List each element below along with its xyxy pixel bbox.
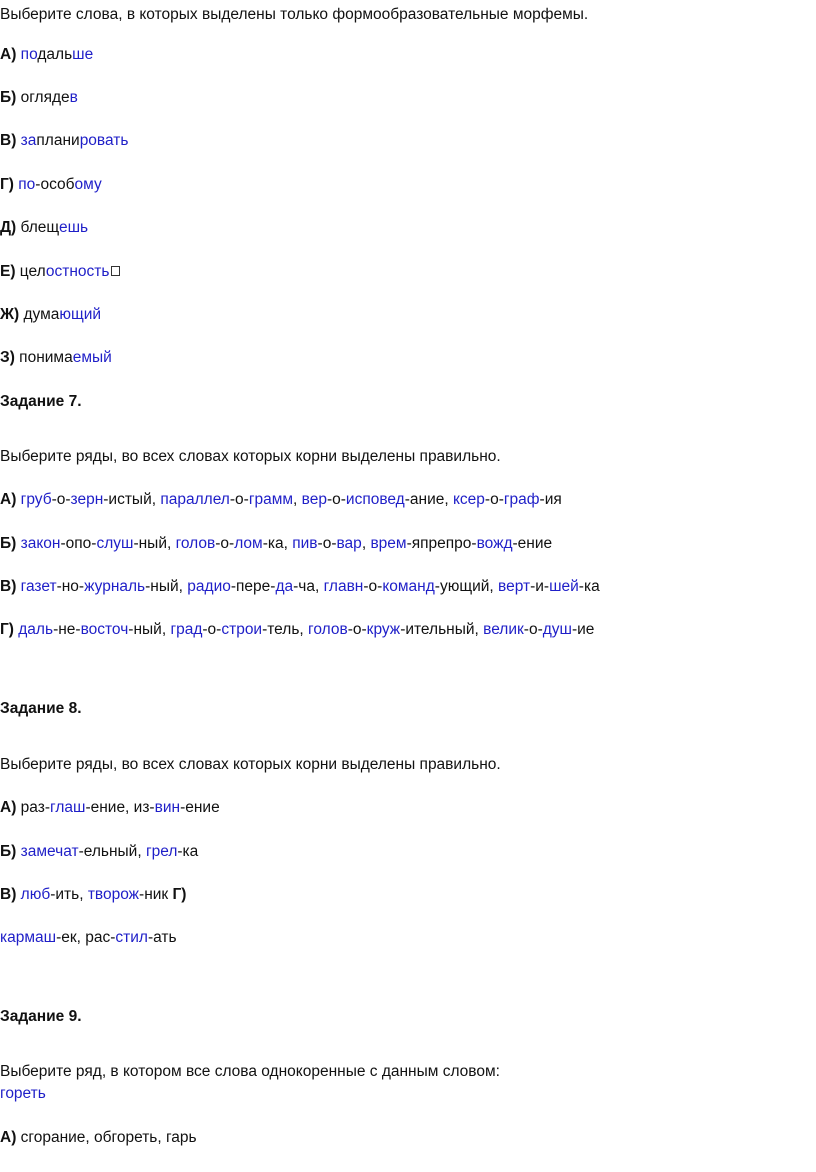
text-segment: -ие: [571, 621, 595, 638]
text-segment: -ный,: [133, 535, 176, 552]
text-segment: -ия: [539, 491, 562, 508]
text-segment: -о-: [229, 491, 249, 508]
option-v-task8: [0, 885, 186, 905]
missing-glyph-box: [111, 266, 120, 276]
option-v-task7: [0, 577, 600, 597]
morpheme-highlight: главн: [323, 578, 364, 595]
morpheme-highlight: голов: [175, 535, 216, 552]
text-segment: понима: [14, 349, 73, 366]
text-segment: -опо-: [60, 535, 97, 552]
task9-question: [0, 1062, 500, 1082]
morpheme-highlight: вожд: [476, 535, 513, 552]
text-segment: Выберите ряд, в котором все слова однокоренные с данным словом:: [0, 1063, 500, 1080]
text-segment: -ек, рас-: [56, 929, 116, 946]
morpheme-highlight: остность: [45, 263, 110, 280]
text-segment: -ание,: [404, 491, 453, 508]
option-label: Б): [0, 89, 17, 106]
morpheme-highlight: замечат: [20, 843, 79, 860]
text-segment: -но-: [56, 578, 85, 595]
text-segment: -ать: [147, 929, 177, 946]
morpheme-highlight: творож: [87, 886, 140, 903]
text-segment: -ка,: [262, 535, 293, 552]
morpheme-highlight: груб: [20, 491, 52, 508]
text-segment: дума: [19, 306, 60, 323]
text-segment: плани: [36, 132, 80, 149]
morpheme-highlight: душ: [542, 621, 572, 638]
text-segment: -ение: [512, 535, 553, 552]
option-label: В): [0, 132, 17, 149]
morpheme-highlight: грамм: [248, 491, 294, 508]
option-g-task8: [0, 928, 177, 948]
option-label: Б): [0, 843, 17, 860]
morpheme-highlight: велик: [483, 621, 524, 638]
option-b-task8: [0, 842, 198, 862]
option-label: А): [0, 1129, 17, 1146]
morpheme-highlight: град: [170, 621, 203, 638]
morpheme-highlight: вин: [154, 799, 181, 816]
morpheme-highlight: зерн: [70, 491, 104, 508]
option-label: Д): [0, 219, 17, 236]
option-d-task6: [0, 218, 88, 238]
option-label: В): [0, 886, 17, 903]
morpheme-highlight: стил: [115, 929, 148, 946]
option-z-task6: [0, 348, 112, 368]
text-segment: -о-: [202, 621, 222, 638]
text-segment: сгорание, обгореть, гарь: [16, 1129, 197, 1146]
task8-question: [0, 755, 501, 775]
text-segment: -и-: [530, 578, 550, 595]
text-segment: -пере-: [230, 578, 276, 595]
option-b-task7: [0, 534, 552, 554]
option-label: Е): [0, 263, 16, 280]
morpheme-highlight: в: [69, 89, 78, 106]
option-label: Б): [0, 535, 17, 552]
morpheme-highlight: ксер: [452, 491, 485, 508]
morpheme-highlight: вар: [336, 535, 362, 552]
morpheme-highlight: газет: [20, 578, 57, 595]
option-label: Г): [0, 176, 14, 193]
option-a-task6: [0, 45, 93, 65]
morpheme-highlight: строи: [221, 621, 263, 638]
text-segment: -о-: [317, 535, 337, 552]
morpheme-highlight: по: [18, 176, 36, 193]
text-segment: -ник: [139, 886, 173, 903]
text-segment: -особ: [35, 176, 75, 193]
option-label: А): [0, 46, 17, 63]
text-segment: блещ: [16, 219, 59, 236]
morpheme-highlight: ому: [74, 176, 102, 193]
text-segment: -ка: [578, 578, 600, 595]
task7-question: [0, 447, 501, 467]
text-segment: раз-: [16, 799, 51, 816]
text-segment: -о-: [215, 535, 235, 552]
text-segment: -о-: [326, 491, 346, 508]
text-segment: -ный,: [145, 578, 188, 595]
morpheme-highlight: восточ: [80, 621, 129, 638]
morpheme-highlight: слуш: [96, 535, 134, 552]
option-label: Г): [0, 621, 14, 638]
morpheme-highlight: параллел: [160, 491, 230, 508]
text-segment: -о-: [347, 621, 367, 638]
morpheme-highlight: шей: [549, 578, 579, 595]
option-label: З): [0, 349, 15, 366]
morpheme-highlight: за: [20, 132, 37, 149]
text-segment: цел: [15, 263, 46, 280]
text-segment: Выберите ряды, во всех словах которых корни выделены правильно.: [0, 448, 501, 465]
text-segment: даль: [37, 46, 73, 63]
morpheme-highlight: лом: [234, 535, 263, 552]
option-label: А): [0, 799, 17, 816]
option-a-task8: [0, 798, 220, 818]
section-heading-text: Задание 8.: [0, 700, 82, 717]
option-a-task7: [0, 490, 562, 510]
text-segment: -о-: [363, 578, 383, 595]
text-segment: -ующий,: [434, 578, 499, 595]
task9-word: [0, 1084, 46, 1104]
text-segment: Выберите ряды, во всех словах которых корни выделены правильно.: [0, 756, 501, 773]
text-segment: ,: [293, 491, 302, 508]
morpheme-highlight: ровать: [79, 132, 129, 149]
option-label: В): [0, 578, 17, 595]
option-e-task6: [0, 262, 120, 282]
morpheme-highlight: исповед: [345, 491, 405, 508]
morpheme-highlight: пив: [292, 535, 318, 552]
option-label: Г): [172, 886, 187, 903]
morpheme-highlight: голов: [308, 621, 348, 638]
text-segment: -ение: [180, 799, 220, 816]
morpheme-highlight: радио: [187, 578, 231, 595]
text-segment: -о-: [484, 491, 504, 508]
text-segment: ,: [361, 535, 371, 552]
task7-heading: [0, 392, 82, 412]
section-heading-text: Задание 7.: [0, 393, 82, 410]
text-segment: -ельный,: [78, 843, 146, 860]
text-segment: -ение, из-: [85, 799, 155, 816]
text-segment: -тель,: [262, 621, 309, 638]
morpheme-highlight: ющий: [59, 306, 102, 323]
morpheme-highlight: граф: [503, 491, 540, 508]
option-g-task7: [0, 620, 594, 640]
morpheme-highlight: вер: [301, 491, 327, 508]
option-zh-task6: [0, 305, 101, 325]
text-segment: -не-: [53, 621, 81, 638]
morpheme-highlight: ше: [72, 46, 94, 63]
morpheme-highlight: даль: [18, 621, 54, 638]
option-g-task6: [0, 175, 102, 195]
option-b-task6: [0, 88, 78, 108]
morpheme-highlight: врем: [370, 535, 407, 552]
option-v-task6: [0, 131, 128, 151]
morpheme-highlight: кармаш: [0, 929, 57, 946]
text-segment: -ить,: [50, 886, 88, 903]
option-a-task9: [0, 1128, 197, 1148]
task8-heading: [0, 699, 82, 719]
morpheme-highlight: по: [20, 46, 38, 63]
text-segment: -истый,: [103, 491, 161, 508]
option-label: Ж): [0, 306, 20, 323]
task9-heading: [0, 1007, 82, 1027]
text-segment: -ча,: [293, 578, 324, 595]
text-segment: -о-: [51, 491, 71, 508]
intro-question: [0, 5, 588, 25]
morpheme-highlight: команд: [382, 578, 435, 595]
text-segment: -ка: [177, 843, 199, 860]
section-heading-text: Задание 9.: [0, 1008, 82, 1025]
morpheme-highlight: ешь: [58, 219, 89, 236]
morpheme-highlight: грел: [145, 843, 178, 860]
morpheme-highlight: да: [275, 578, 294, 595]
option-label: А): [0, 491, 17, 508]
morpheme-highlight: глаш: [50, 799, 86, 816]
morpheme-highlight: гореть: [0, 1085, 46, 1102]
text-segment: -ный,: [128, 621, 171, 638]
morpheme-highlight: люб: [20, 886, 51, 903]
morpheme-highlight: журналь: [84, 578, 146, 595]
text-segment: -о-: [523, 621, 543, 638]
text-segment: -япрепро-: [406, 535, 477, 552]
text-segment: -ительный,: [400, 621, 484, 638]
morpheme-highlight: верт: [498, 578, 531, 595]
text-segment: огляде: [16, 89, 70, 106]
text-segment: Выберите слова, в которых выделены только формообразовательные морфемы.: [0, 6, 589, 23]
morpheme-highlight: емый: [72, 349, 112, 366]
morpheme-highlight: закон: [20, 535, 61, 552]
morpheme-highlight: круж: [366, 621, 401, 638]
